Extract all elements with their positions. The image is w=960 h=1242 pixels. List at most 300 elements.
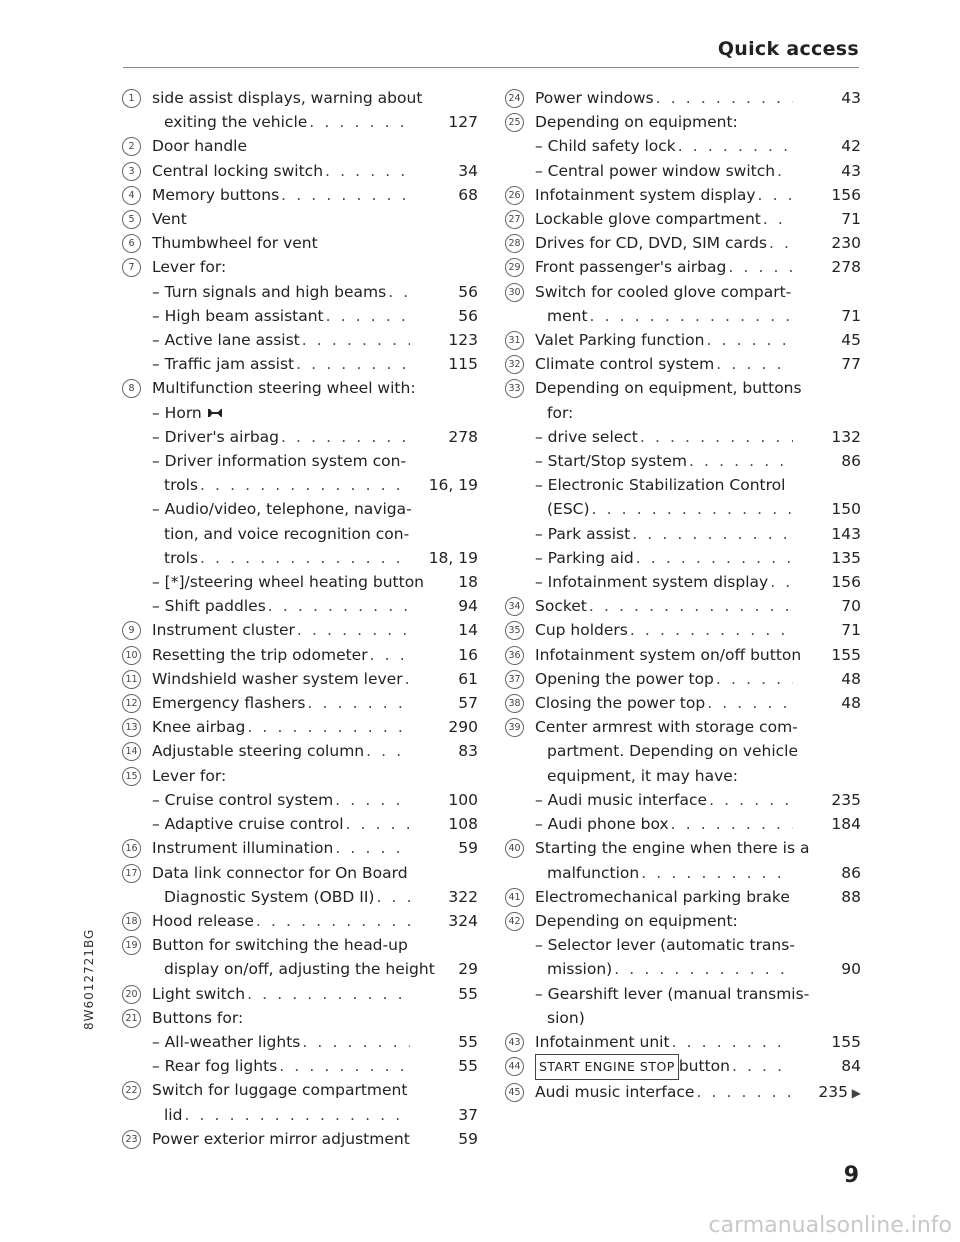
index-subentry bbox=[122, 449, 478, 497]
index-subentry bbox=[505, 159, 861, 183]
dot-leader bbox=[716, 667, 793, 691]
entry-line bbox=[152, 861, 478, 885]
dot-leader bbox=[376, 885, 410, 909]
dot-leader bbox=[297, 618, 410, 642]
index-entry bbox=[122, 159, 478, 183]
page-ref: 56 bbox=[458, 306, 478, 325]
index-entry bbox=[122, 909, 478, 933]
dot-leader bbox=[592, 497, 793, 521]
dot-leader bbox=[636, 546, 793, 570]
callout-number-icon: 3 bbox=[122, 162, 141, 181]
entry-text: Infotainment system on/off button bbox=[535, 645, 802, 664]
index-entry bbox=[122, 1078, 478, 1126]
entry-text: Lever for: bbox=[152, 258, 227, 277]
dot-leader bbox=[405, 667, 410, 691]
entry-text: Adjustable steering column bbox=[152, 742, 365, 761]
callout-number-icon: 22 bbox=[122, 1081, 141, 1100]
page-ref: 278 bbox=[448, 427, 478, 446]
entry-line bbox=[535, 304, 861, 328]
entry-text: Multifunction steering wheel with: bbox=[152, 379, 416, 398]
index-subentry bbox=[122, 304, 478, 328]
entry-text: Windshield washer system lever bbox=[152, 669, 403, 688]
page-ref: 100 bbox=[448, 790, 478, 809]
callout-number-icon: 4 bbox=[122, 186, 141, 205]
index-subentry bbox=[122, 788, 478, 812]
entry-text: trols bbox=[164, 476, 198, 495]
entry-line bbox=[535, 1054, 861, 1080]
dot-leader bbox=[184, 1103, 410, 1127]
entry-line bbox=[535, 982, 861, 1006]
index-entry bbox=[122, 739, 478, 763]
entry-line bbox=[152, 401, 478, 425]
callout-number-icon: 36 bbox=[505, 646, 524, 665]
index-entry bbox=[505, 667, 861, 691]
entry-text: – Rear fog lights bbox=[152, 1057, 278, 1076]
entry-text: – High beam assistant bbox=[152, 306, 324, 325]
entry-text: Infotainment system display bbox=[535, 185, 756, 204]
entry-line bbox=[152, 909, 478, 933]
entry-text: Thumbwheel for vent bbox=[152, 234, 318, 253]
entry-text: Opening the power top bbox=[535, 669, 714, 688]
entry-text: – Parking aid bbox=[535, 548, 634, 567]
dot-leader bbox=[279, 1054, 410, 1078]
entry-line bbox=[152, 497, 478, 521]
index-entry bbox=[505, 86, 861, 110]
index-entry bbox=[122, 231, 478, 255]
index-subentry bbox=[122, 1054, 478, 1078]
entry-line bbox=[152, 739, 478, 763]
callout-number-icon: 12 bbox=[122, 694, 141, 713]
page-ref: 322 bbox=[448, 887, 478, 906]
entry-text: (ESC) bbox=[547, 500, 590, 519]
index-subentry bbox=[122, 328, 478, 352]
index-entry bbox=[505, 909, 861, 933]
index-subentry bbox=[505, 522, 861, 546]
dot-leader bbox=[641, 861, 793, 885]
entry-text: trols bbox=[164, 548, 198, 567]
page-ref: 55 bbox=[458, 1032, 478, 1051]
entry-text: – Electronic Stabilization Control bbox=[535, 476, 786, 495]
entry-line bbox=[152, 982, 478, 1006]
entry-line bbox=[152, 255, 478, 279]
entry-text: – Start/Stop system bbox=[535, 452, 687, 471]
entry-text: Socket bbox=[535, 597, 587, 616]
callout-number-icon: 25 bbox=[505, 113, 524, 132]
index-entry bbox=[122, 376, 478, 400]
callout-number-icon: 43 bbox=[505, 1033, 524, 1052]
dot-leader bbox=[366, 739, 410, 763]
index-entry bbox=[122, 1127, 478, 1151]
entry-line bbox=[535, 86, 861, 110]
entry-text: Central locking switch bbox=[152, 161, 324, 180]
callout-number-icon: 37 bbox=[505, 670, 524, 689]
index-subentry bbox=[122, 497, 478, 570]
entry-line bbox=[535, 110, 861, 134]
callout-number-icon: 35 bbox=[505, 621, 524, 640]
page-ref: 48 bbox=[841, 669, 861, 688]
entry-line bbox=[152, 788, 478, 812]
entry-text: Buttons for: bbox=[152, 1008, 244, 1027]
dot-leader bbox=[706, 328, 793, 352]
entry-text: – Audi music interface bbox=[535, 790, 708, 809]
page-ref: 70 bbox=[841, 597, 861, 616]
entry-text: for: bbox=[547, 403, 574, 422]
index-subentry bbox=[122, 1030, 478, 1054]
dot-leader bbox=[732, 1054, 793, 1078]
page-ref: 132 bbox=[831, 427, 861, 446]
callout-number-icon: 31 bbox=[505, 331, 524, 350]
entry-line bbox=[152, 933, 478, 957]
dot-leader bbox=[671, 812, 793, 836]
entry-line bbox=[152, 618, 478, 642]
callout-number-icon: 1 bbox=[122, 89, 141, 108]
entry-line bbox=[535, 764, 861, 788]
dot-leader bbox=[777, 159, 793, 183]
dot-leader bbox=[716, 352, 793, 376]
index-entry bbox=[505, 352, 861, 376]
index-entry bbox=[122, 618, 478, 642]
index-subentry bbox=[505, 812, 861, 836]
page-ref: 18, 19 bbox=[428, 548, 478, 567]
index-subentry bbox=[505, 570, 861, 594]
entry-line bbox=[535, 1030, 861, 1054]
callout-number-icon: 7 bbox=[122, 258, 141, 277]
side-document-code: 8W6012721BG bbox=[82, 928, 96, 1030]
page-ref: 235 bbox=[831, 790, 861, 809]
entry-text: Power exterior mirror adjustment bbox=[152, 1129, 410, 1148]
index-subentry bbox=[505, 425, 861, 449]
callout-number-icon: 38 bbox=[505, 694, 524, 713]
dot-leader bbox=[769, 231, 793, 255]
page-ref: 156 bbox=[831, 185, 861, 204]
entry-line bbox=[152, 522, 478, 546]
entry-line bbox=[152, 836, 478, 860]
index-entry bbox=[505, 885, 861, 909]
entry-line bbox=[152, 643, 478, 667]
callout-number-icon: 18 bbox=[122, 912, 141, 931]
index-subentry bbox=[505, 546, 861, 570]
entry-line bbox=[535, 1006, 861, 1030]
entry-line bbox=[152, 110, 478, 134]
page-ref: 143 bbox=[831, 524, 861, 543]
callout-number-icon: 14 bbox=[122, 742, 141, 761]
callout-number-icon: 45 bbox=[505, 1083, 524, 1102]
entry-text: Infotainment unit bbox=[535, 1032, 670, 1051]
entry-line bbox=[535, 183, 861, 207]
page-ref: 55 bbox=[458, 984, 478, 1003]
dot-leader bbox=[589, 594, 793, 618]
dot-leader bbox=[281, 183, 410, 207]
entry-line bbox=[535, 715, 861, 739]
entry-text: Drives for CD, DVD, SIM cards bbox=[535, 234, 767, 253]
entry-text: – Driver's airbag bbox=[152, 427, 279, 446]
index-entry bbox=[505, 376, 861, 424]
callout-number-icon: 8 bbox=[122, 379, 141, 398]
entry-line bbox=[535, 957, 861, 981]
dot-leader bbox=[728, 255, 793, 279]
index-entry bbox=[505, 1054, 861, 1080]
dot-leader bbox=[247, 982, 410, 1006]
dot-leader bbox=[308, 691, 411, 715]
page-ref: 184 bbox=[831, 815, 861, 834]
entry-line bbox=[152, 885, 478, 909]
entry-line bbox=[152, 449, 478, 473]
index-subentry bbox=[122, 401, 478, 425]
entry-text: – [*]/steering wheel heating button bbox=[152, 573, 424, 592]
index-subentry bbox=[122, 425, 478, 449]
entry-text: – Active lane assist bbox=[152, 331, 300, 350]
page-ref: 43 bbox=[841, 161, 861, 180]
entry-text: Data link connector for On Board bbox=[152, 863, 408, 882]
page-ref: 34 bbox=[458, 161, 478, 180]
index-entry bbox=[122, 861, 478, 909]
page-ref: 59 bbox=[458, 1129, 478, 1148]
callout-number-icon: 29 bbox=[505, 258, 524, 277]
entry-line bbox=[535, 643, 861, 667]
entry-text: Instrument illumination bbox=[152, 839, 334, 858]
callout-number-icon: 24 bbox=[505, 89, 524, 108]
index-entry bbox=[505, 1030, 861, 1054]
entry-text: – Adaptive cruise control bbox=[152, 815, 344, 834]
dot-leader bbox=[268, 594, 410, 618]
entry-line bbox=[535, 134, 861, 158]
page-ref: 45 bbox=[841, 331, 861, 350]
index-entry bbox=[122, 183, 478, 207]
dot-leader bbox=[256, 909, 410, 933]
entry-text: display on/off, adjusting the height bbox=[164, 960, 435, 979]
entry-text: malfunction bbox=[547, 863, 640, 882]
index-entry bbox=[505, 183, 861, 207]
index-entry bbox=[505, 110, 861, 134]
index-entry bbox=[505, 207, 861, 231]
index-subentry bbox=[122, 352, 478, 376]
entry-line bbox=[535, 328, 861, 352]
entry-line bbox=[535, 401, 861, 425]
page-ref: 90 bbox=[841, 960, 861, 979]
index-entry bbox=[122, 86, 478, 134]
callout-number-icon: 9 bbox=[122, 621, 141, 640]
callout-number-icon: 15 bbox=[122, 767, 141, 786]
entry-text: sion) bbox=[547, 1008, 585, 1027]
callout-number-icon: 23 bbox=[122, 1130, 141, 1149]
entry-line bbox=[152, 328, 478, 352]
callout-number-icon: 33 bbox=[505, 379, 524, 398]
page-ref: 43 bbox=[841, 89, 861, 107]
callout-number-icon: 30 bbox=[505, 283, 524, 302]
dot-leader bbox=[335, 836, 410, 860]
entry-line bbox=[152, 1127, 478, 1151]
index-entry bbox=[505, 836, 861, 884]
entry-line bbox=[535, 546, 861, 570]
entry-line bbox=[535, 667, 861, 691]
page-ref: 230 bbox=[831, 234, 861, 253]
entry-line bbox=[152, 570, 478, 594]
entry-line bbox=[152, 86, 478, 110]
entry-line bbox=[535, 473, 861, 497]
entry-line bbox=[152, 1078, 478, 1102]
entry-text: – Selector lever (automatic trans- bbox=[535, 936, 795, 955]
dot-leader bbox=[302, 1030, 410, 1054]
dot-leader bbox=[247, 715, 410, 739]
right-column bbox=[505, 86, 861, 1106]
page-ref: 56 bbox=[458, 282, 478, 301]
dot-leader bbox=[709, 788, 793, 812]
entry-line bbox=[152, 159, 478, 183]
entry-line bbox=[535, 522, 861, 546]
entry-text: Resetting the trip odometer bbox=[152, 645, 368, 664]
index-subentry bbox=[505, 982, 861, 1030]
page-ref: 57 bbox=[458, 694, 478, 713]
entry-text: Diagnostic System (OBD II) bbox=[164, 887, 375, 906]
page-ref: 16 bbox=[458, 645, 478, 664]
index-entry bbox=[505, 618, 861, 642]
entry-text: partment. Depending on vehicle bbox=[547, 742, 799, 761]
page-ref: 37 bbox=[458, 1105, 478, 1124]
entry-text: ment bbox=[547, 306, 588, 325]
entry-line bbox=[535, 885, 861, 909]
page-ref: 86 bbox=[841, 452, 861, 471]
callout-number-icon: 13 bbox=[122, 718, 141, 737]
entry-line bbox=[535, 425, 861, 449]
entry-line bbox=[535, 497, 861, 521]
callout-number-icon: 39 bbox=[505, 718, 524, 737]
dot-leader bbox=[296, 352, 410, 376]
index-subentry bbox=[505, 449, 861, 473]
dot-leader bbox=[678, 134, 793, 158]
dot-leader bbox=[672, 1030, 793, 1054]
page-ref: 71 bbox=[841, 306, 861, 325]
entry-line bbox=[152, 425, 478, 449]
index-subentry bbox=[122, 812, 478, 836]
entry-text: Instrument cluster bbox=[152, 621, 295, 640]
dot-leader bbox=[763, 207, 793, 231]
entry-text: Electromechanical parking brake bbox=[535, 887, 790, 906]
entry-line bbox=[152, 1006, 478, 1030]
callout-number-icon: 44 bbox=[505, 1057, 524, 1076]
entry-text: Climate control system bbox=[535, 355, 715, 374]
entry-line bbox=[535, 207, 861, 231]
entry-line bbox=[535, 594, 861, 618]
entry-text: – Infotainment system display bbox=[535, 573, 769, 592]
entry-line bbox=[152, 280, 478, 304]
callout-number-icon: 16 bbox=[122, 839, 141, 858]
index-subentry bbox=[505, 933, 861, 981]
callout-number-icon: 11 bbox=[122, 670, 141, 689]
entry-line bbox=[152, 691, 478, 715]
index-entry bbox=[505, 280, 861, 328]
entry-text: – Cruise control system bbox=[152, 790, 334, 809]
entry-line bbox=[535, 352, 861, 376]
entry-text: Closing the power top bbox=[535, 694, 706, 713]
index-entry bbox=[122, 836, 478, 860]
entry-line bbox=[152, 207, 478, 231]
callout-number-icon: 10 bbox=[122, 646, 141, 665]
page-ref: 18 bbox=[458, 573, 478, 592]
entry-text: – All-weather lights bbox=[152, 1032, 301, 1051]
dot-leader bbox=[309, 110, 410, 134]
callout-number-icon: 5 bbox=[122, 210, 141, 229]
index-entry bbox=[505, 255, 861, 279]
entry-text: Depending on equipment: bbox=[535, 113, 738, 132]
page-ref: 71 bbox=[841, 621, 861, 640]
entry-text: Cup holders bbox=[535, 621, 628, 640]
entry-text: – drive select bbox=[535, 427, 638, 446]
index-entry bbox=[505, 691, 861, 715]
dot-leader bbox=[689, 449, 793, 473]
entry-text: Light switch bbox=[152, 984, 246, 1003]
entry-line bbox=[535, 570, 861, 594]
dot-leader bbox=[632, 522, 793, 546]
entry-text: – Audi phone box bbox=[535, 815, 669, 834]
left-column bbox=[122, 86, 478, 1151]
page-ref: 88 bbox=[841, 887, 861, 906]
entry-text: Audi music interface bbox=[535, 1083, 695, 1102]
button-label-box: START ENGINE STOP bbox=[535, 1054, 679, 1080]
entry-line bbox=[152, 594, 478, 618]
horn-icon bbox=[207, 408, 223, 418]
entry-text: – Gearshift lever (manual transmis- bbox=[535, 984, 810, 1003]
dot-leader bbox=[707, 691, 793, 715]
index-entry bbox=[122, 691, 478, 715]
page-ref: 42 bbox=[841, 137, 861, 156]
entry-text: – Shift paddles bbox=[152, 597, 266, 616]
index-subentry bbox=[505, 473, 861, 521]
page-ref: 29 bbox=[458, 960, 478, 979]
entry-text: Memory buttons bbox=[152, 185, 280, 204]
entry-text: Lever for: bbox=[152, 766, 227, 785]
page-ref: 290 bbox=[448, 718, 478, 737]
entry-text: lid bbox=[164, 1105, 183, 1124]
index-entry bbox=[122, 207, 478, 231]
page-ref: 55 bbox=[458, 1057, 478, 1076]
index-entry bbox=[122, 982, 478, 1006]
continue-arrow-icon: ▶ bbox=[847, 1086, 861, 1101]
entry-line bbox=[152, 1103, 478, 1127]
page-ref: 94 bbox=[458, 597, 478, 616]
index-entry bbox=[122, 643, 478, 667]
page-ref: 59 bbox=[458, 839, 478, 858]
entry-line bbox=[535, 691, 861, 715]
entry-text: Door handle bbox=[152, 137, 248, 156]
page-ref: 115 bbox=[448, 355, 478, 374]
entry-line bbox=[152, 304, 478, 328]
entry-text: exiting the vehicle bbox=[164, 113, 308, 132]
callout-number-icon: 21 bbox=[122, 1009, 141, 1028]
entry-line bbox=[535, 836, 861, 860]
page-ref: 14 bbox=[458, 621, 478, 640]
entry-line bbox=[535, 231, 861, 255]
callout-number-icon: 32 bbox=[505, 355, 524, 374]
entry-line bbox=[152, 473, 478, 497]
entry-text: Emergency flashers bbox=[152, 694, 306, 713]
callout-number-icon: 34 bbox=[505, 597, 524, 616]
entry-line bbox=[535, 861, 861, 885]
entry-line bbox=[152, 667, 478, 691]
index-subentry bbox=[122, 570, 478, 594]
entry-text: Switch for luggage compartment bbox=[152, 1081, 408, 1100]
watermark: carmanualsonline.info bbox=[708, 1213, 952, 1238]
entry-text: Switch for cooled glove compart- bbox=[535, 282, 792, 301]
entry-text: Button for switching the head-up bbox=[152, 936, 408, 955]
entry-text: Hood release bbox=[152, 911, 254, 930]
dot-leader bbox=[325, 159, 410, 183]
page-ref: 156 bbox=[831, 573, 861, 592]
dot-leader bbox=[335, 788, 410, 812]
callout-number-icon: 19 bbox=[122, 936, 141, 955]
dot-leader bbox=[302, 328, 410, 352]
index-entry bbox=[505, 328, 861, 352]
entry-text: Center armrest with storage com- bbox=[535, 718, 798, 737]
